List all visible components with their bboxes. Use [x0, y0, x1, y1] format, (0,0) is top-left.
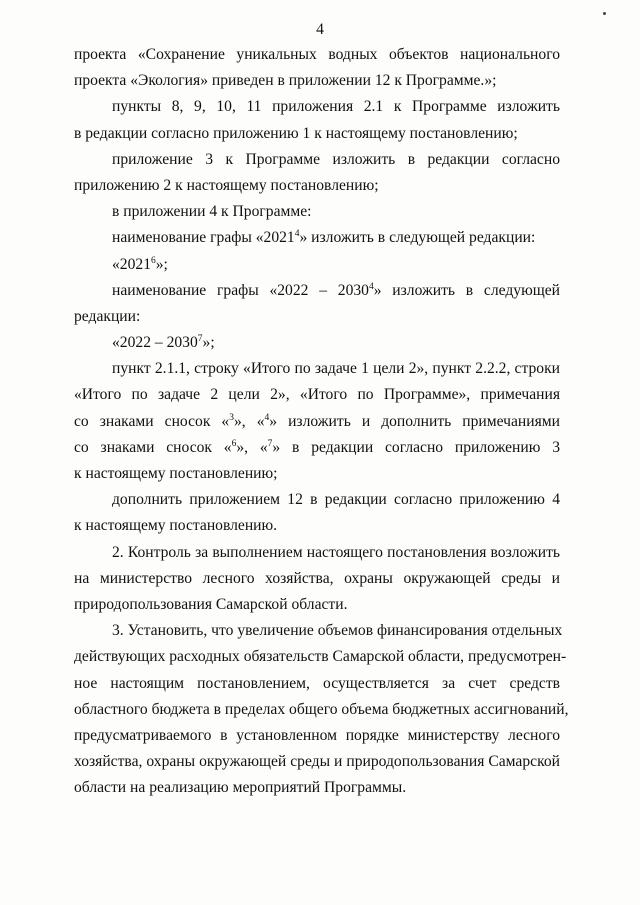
text-line	[74, 42, 560, 68]
text-segment: ное настоящим постановлением, осуществляется за счет средств	[74, 674, 560, 692]
text-line	[74, 94, 560, 120]
text-segment: природопользования Самарской области.	[74, 595, 348, 613]
page-number: 4	[316, 21, 324, 38]
text-segment: «2022 – 2030	[112, 334, 198, 352]
text-segment: предусматриваемого в установленном порядке министерству лесного	[74, 726, 560, 744]
text-line	[74, 566, 560, 592]
text-segment: «2021	[112, 255, 151, 273]
footnote-marker: 7	[197, 334, 203, 345]
text-line	[74, 409, 560, 435]
text-segment: наименование графы «2021	[112, 229, 295, 247]
text-line	[74, 382, 560, 408]
text-line	[74, 723, 560, 749]
text-line	[74, 173, 560, 199]
text-segment: » в редакции согласно приложению 3	[272, 438, 561, 456]
text-line	[74, 225, 560, 251]
text-segment: в приложении 4 к Программе:	[112, 203, 312, 221]
text-line	[74, 278, 560, 304]
text-line	[74, 461, 560, 487]
text-line	[74, 697, 569, 723]
text-segment: проекта «Сохранение уникальных водных объектов национального	[74, 46, 560, 63]
text-segment: в редакции согласно приложению 1 к настоящему постановлению;	[74, 124, 518, 142]
footnote-marker: 7	[267, 438, 273, 449]
footnote-marker: 4	[294, 229, 300, 240]
text-line	[74, 252, 560, 278]
text-line	[74, 147, 560, 173]
footnote-marker: 4	[368, 281, 374, 292]
text-line	[74, 513, 560, 539]
text-line	[74, 540, 560, 566]
document-body	[74, 42, 569, 801]
footnote-marker: 6	[231, 438, 237, 449]
text-segment: областного бюджета в пределах общего объема бюджетных ассигнований,	[74, 700, 569, 718]
text-line	[74, 435, 560, 461]
text-segment: » изложить в следующей редакции:	[299, 229, 536, 247]
text-segment: к настоящему постановлению.	[74, 517, 278, 535]
text-segment: », «	[233, 412, 265, 430]
text-line	[74, 199, 560, 225]
text-line	[74, 487, 560, 513]
text-segment: пункт 2.1.1, строку «Итого по задаче 1 цели 2», пункт 2.2.2, строки	[112, 360, 560, 378]
footnote-marker: 6	[150, 255, 156, 266]
text-line	[74, 644, 567, 670]
text-segment: наименование графы «2022 – 2030	[112, 281, 369, 299]
text-segment: со знаками сносок «	[74, 438, 232, 456]
scan-speck	[603, 12, 606, 15]
text-segment: проекта «Экология» приведен в приложении 12 к Программе.»;	[74, 72, 497, 90]
footnote-marker: 4	[264, 412, 270, 423]
text-line	[74, 671, 560, 697]
text-line	[74, 121, 560, 147]
text-segment: »;	[155, 255, 168, 273]
text-segment: со знаками сносок «	[74, 412, 230, 430]
text-segment: «Итого по задаче 2 цели 2», «Итого по Программе», примечания	[74, 386, 560, 404]
text-segment: » изложить и дополнить примечаниями	[269, 412, 561, 430]
text-line	[74, 592, 560, 618]
text-segment: действующих расходных обязательств Самарской области, предусмотрен-	[74, 648, 567, 666]
text-segment: приложение 3 к Программе изложить в редакции согласно	[112, 150, 560, 168]
text-segment: 2. Контроль за выполнением настоящего постановления возложить	[112, 543, 560, 561]
text-line	[74, 304, 560, 330]
text-segment: пункты 8, 9, 10, 11 приложения 2.1 к Программе изложить	[112, 98, 560, 116]
text-line	[74, 618, 563, 644]
text-line	[74, 749, 560, 775]
text-segment: », «	[236, 438, 268, 456]
text-segment: к настоящему постановлению;	[74, 465, 278, 482]
text-line	[74, 330, 560, 356]
text-line	[74, 68, 560, 94]
text-line	[74, 356, 560, 382]
text-segment: 3. Установить, что увеличение объемов финансирования отдельных	[112, 622, 563, 640]
text-segment: хозяйства, охраны окружающей среды и природопользования Самарской	[74, 753, 560, 771]
footnote-marker: 3	[229, 412, 234, 423]
text-segment: редакции:	[74, 307, 141, 325]
text-segment: »;	[202, 334, 215, 352]
text-segment: на министерство лесного хозяйства, охраны окружающей среды и	[74, 569, 560, 587]
text-segment: области на реализацию мероприятий Программы.	[74, 779, 407, 797]
text-line	[74, 775, 560, 801]
text-segment: дополнить приложением 12 в редакции согласно приложению 4	[112, 491, 560, 509]
text-segment: приложению 2 к настоящему постановлению;	[74, 176, 379, 194]
text-segment: » изложить в следующей	[373, 281, 560, 299]
